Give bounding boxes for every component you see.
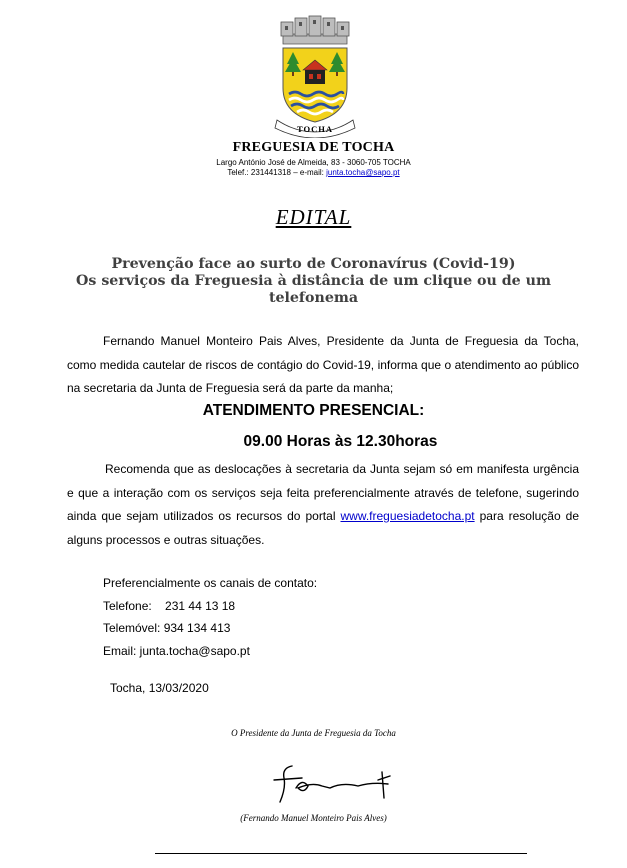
paragraph-recommendation [67,458,579,552]
org-name: FREGUESIA DE TOCHA [232,140,395,155]
signatory-title: O Presidente da Junta de Freguesia da Tocha [231,728,396,738]
highlight-hours: 09.00 Horas às 12.30horas [243,433,438,450]
document-date: Tocha, 13/03/2020 [110,681,209,695]
address-line: Largo António José de Almeida, 83 - 3060-705 TOCHA [216,158,411,167]
contacts-block [103,572,317,662]
paragraph-2-text: Recomenda que as deslocações à secretaria da Junta sejam só em manifesta urgência e que a interação com os serviços seja feita preferencialmente através de telefone, sugerindo ainda que sejam utilizados os recursos do portal [67,462,579,523]
signatory-name: (Fernando Manuel Monteiro Pais Alves) [240,813,387,823]
header-email-link[interactable]: junta.tocha@sapo.pt [326,168,400,177]
contact-email: Email: junta.tocha@sapo.pt [103,643,250,658]
website-link[interactable]: www.freguesiadetocha.pt [340,509,475,523]
phone-text: Telef.: 231441318 – e-mail: [227,168,324,177]
contact-line [0,168,627,178]
contacts-intro: Preferencialmente os canais de contato: [103,576,318,590]
crest-label: TOCHA [296,124,334,134]
paragraph-announcement [67,330,579,401]
bottom-rule [155,853,527,854]
paragraph-1-text: Fernando Manuel Monteiro Pais Alves, Presidente da Junta de Freguesia da Tocha, como medida cautelar de riscos de contágio do Covid-19, informa que o atendimento ao público na secretaria da Junta de Freguesia será da parte da manha; [67,334,579,395]
subtitle-line-3: telefonema [268,290,359,306]
subtitle-line-1: Prevenção face ao surto de Coronavírus (Covid-19) [111,256,516,272]
coat-of-arms-image [265,14,365,138]
contact-telefone: Telefone: 231 44 13 18 [103,598,236,613]
paragraph-2-end: para resolução de alguns processos e outras situações. [67,509,579,547]
subtitle-line-2: Os serviços da Freguesia à distância de um clique ou de um [76,273,551,289]
document-heading: EDITAL [275,205,352,229]
handwritten-signature [262,758,412,806]
contact-telemovel: Telemóvel: 934 134 413 [103,621,231,635]
highlight-attendance: ATENDIMENTO PRESENCIAL: [202,402,425,419]
